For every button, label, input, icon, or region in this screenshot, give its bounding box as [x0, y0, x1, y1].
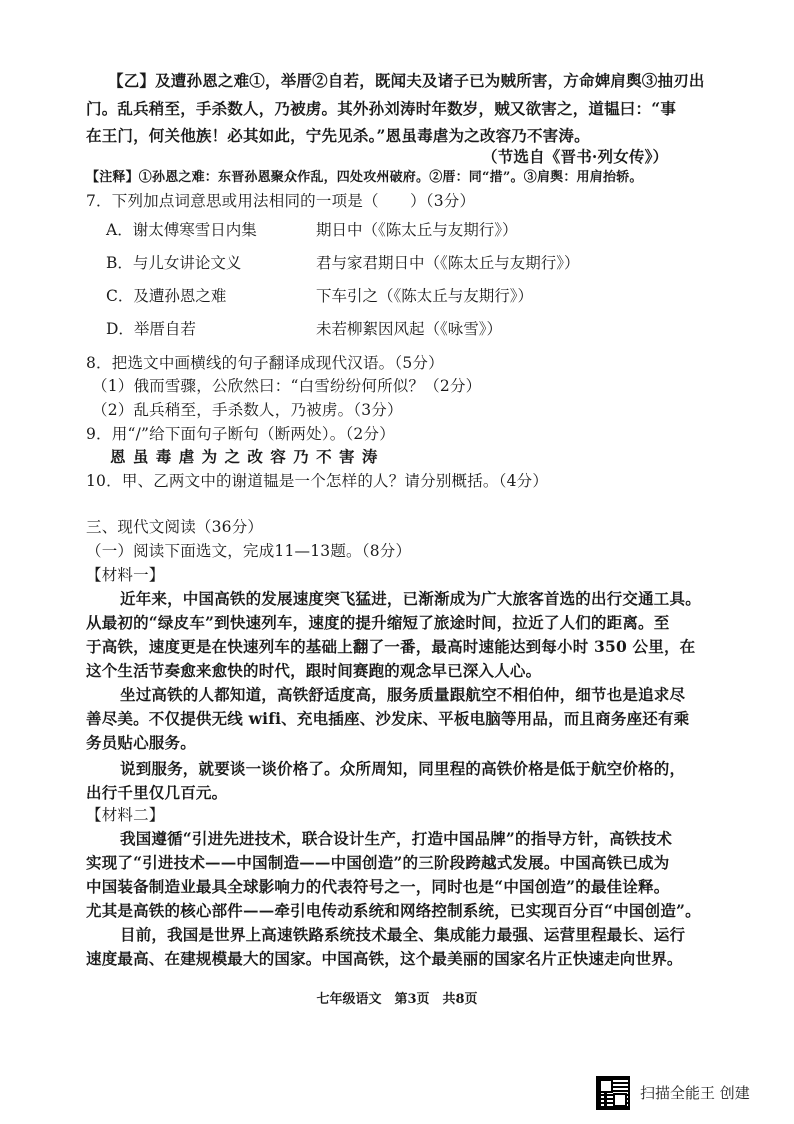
question-8-sub-2: （2）乱兵稍至，手杀数人，乃被虏。（3分）	[92, 401, 403, 419]
question-8-sub-1: （1）俄而雪骤，公欣然曰：“白雪纷纷何所似？（2分）	[92, 377, 482, 395]
passage-b-note: 【注释】①孙恩之难：东晋孙恩聚众作乱，四处攻州破府。②厝：同“措”。③肩舆：用肩抬轿。	[86, 170, 643, 185]
page-footer: 七年级语文 第3页 共8页	[316, 992, 478, 1007]
material-2-line-6: 速度最高、在建规模最大的国家。中国高铁，这个最美丽的国家名片正快速走向世界。	[86, 949, 683, 968]
q7-option-d-right: 未若柳絮因风起（《咏雪》）	[316, 320, 503, 338]
material-1-line-1: 近年来，中国高铁的发展速度突飞猛进，已渐渐成为广大旅客首选的出行交通工具。	[120, 589, 701, 608]
section-3-sub: （一）阅读下面选文，完成11—13题。（8分）	[86, 542, 412, 560]
material-1-line-5: 坐过高铁的人都知道，高铁舒适度高，服务质量跟航空不相伯仲，细节也是追求尽	[120, 685, 686, 704]
passage-b-line-2: 门。乱兵稍至，手杀数人，乃被虏。其外孙刘涛时年数岁，贼又欲害之，道韫曰：“事	[86, 99, 677, 118]
material-2-line-4: 尤其是高铁的核心部件——牵引电传动系统和网络控制系统，已实现百分百“中国创造”。	[86, 901, 701, 920]
material-1-line-7: 务员贴心服务。	[86, 733, 196, 752]
passage-b-line-1: 【乙】及遭孙恩之难①，举厝②自若，既闻夫及诸子已为贼所害，方命婢肩舆③抽刃出	[108, 71, 705, 90]
passage-b-source: （节选自《晋书·列女传》）	[482, 147, 669, 166]
question-7-stem: 7．下列加点词意思或用法相同的一项是（ ）（3分）	[86, 192, 476, 210]
material-2-line-2: 实现了“引进技术——中国制造——中国创造”的三阶段跨越式发展。中国高铁已成为	[86, 853, 670, 872]
material-2-line-3: 中国装备制造业最具全球影响力的代表符号之一，同时也是“中国创造”的最佳诠释。	[86, 877, 670, 896]
material-1-line-6: 善尽美。不仅提供无线 wifi、充电插座、沙发床、平板电脑等用品，而且商务座还有乘	[86, 709, 690, 728]
q7-option-b-right: 君与家君期日中（《陈太丘与友期行》）	[316, 254, 580, 272]
material-1-title: 【材料一】	[86, 566, 165, 584]
q7-option-c-left: C．及遭孙恩之难	[106, 287, 227, 305]
question-9-stem: 9．用“/”给下面句子断句（断两处）。（2分）	[86, 425, 395, 443]
material-2-title: 【材料二】	[86, 806, 165, 824]
section-3-title: 三、现代文阅读（36分）	[86, 518, 264, 536]
material-2-line-1: 我国遵循“引进先进技术，联合设计生产，打造中国品牌”的指导方针，高铁技术	[120, 829, 673, 848]
material-1-line-9: 出行千里仅几百元。	[86, 783, 228, 802]
qr-code-icon	[596, 1076, 630, 1110]
question-10-stem: 10．甲、乙两文中的谢道韫是一个怎样的人？请分别概括。（4分）	[86, 472, 549, 490]
question-9-sentence: 恩 虽 毒 虐 为 之 改 容 乃 不 害 涛	[110, 447, 379, 466]
q7-option-c-right: 下车引之（《陈太丘与友期行》）	[316, 287, 534, 305]
material-1-line-2: 从最初的“绿皮车”到快速列车，速度的提升缩短了旅途时间，拉近了人们的距离。至	[86, 613, 670, 632]
watermark-text: 扫描全能王 创建	[640, 1084, 750, 1102]
passage-b-line-3: 在王门，何关他族！必其如此，宁先见杀。”恩虽毒虐为之改容乃不害涛。	[86, 126, 590, 145]
question-8-stem: 8．把选文中画横线的句子翻译成现代汉语。（5分）	[86, 354, 444, 372]
scanner-watermark	[596, 1076, 786, 1112]
q7-option-a-right: 期日中（《陈太丘与友期行》）	[316, 221, 518, 239]
q7-option-d-left: D．举厝自若	[106, 320, 196, 338]
q7-option-b-left: B．与儿女讲论文义	[106, 254, 242, 272]
q7-option-a-left: A．谢太傅寒雪日内集	[106, 221, 257, 239]
material-2-line-5: 目前，我国是世界上高速铁路系统技术最全、集成能力最强、运营里程最长、运行	[120, 925, 686, 944]
material-1-line-8: 说到服务，就要谈一谈价格了。众所周知，同里程的高铁价格是低于航空价格的，	[120, 759, 686, 778]
material-1-line-3: 于高铁，速度更是在快速列车的基础上翻了一番，最高时速能达到每小时 350 公里，在	[86, 637, 696, 656]
material-1-line-4: 这个生活节奏愈来愈快的时代，跟时间赛跑的观念早已深入人心。	[86, 661, 542, 680]
